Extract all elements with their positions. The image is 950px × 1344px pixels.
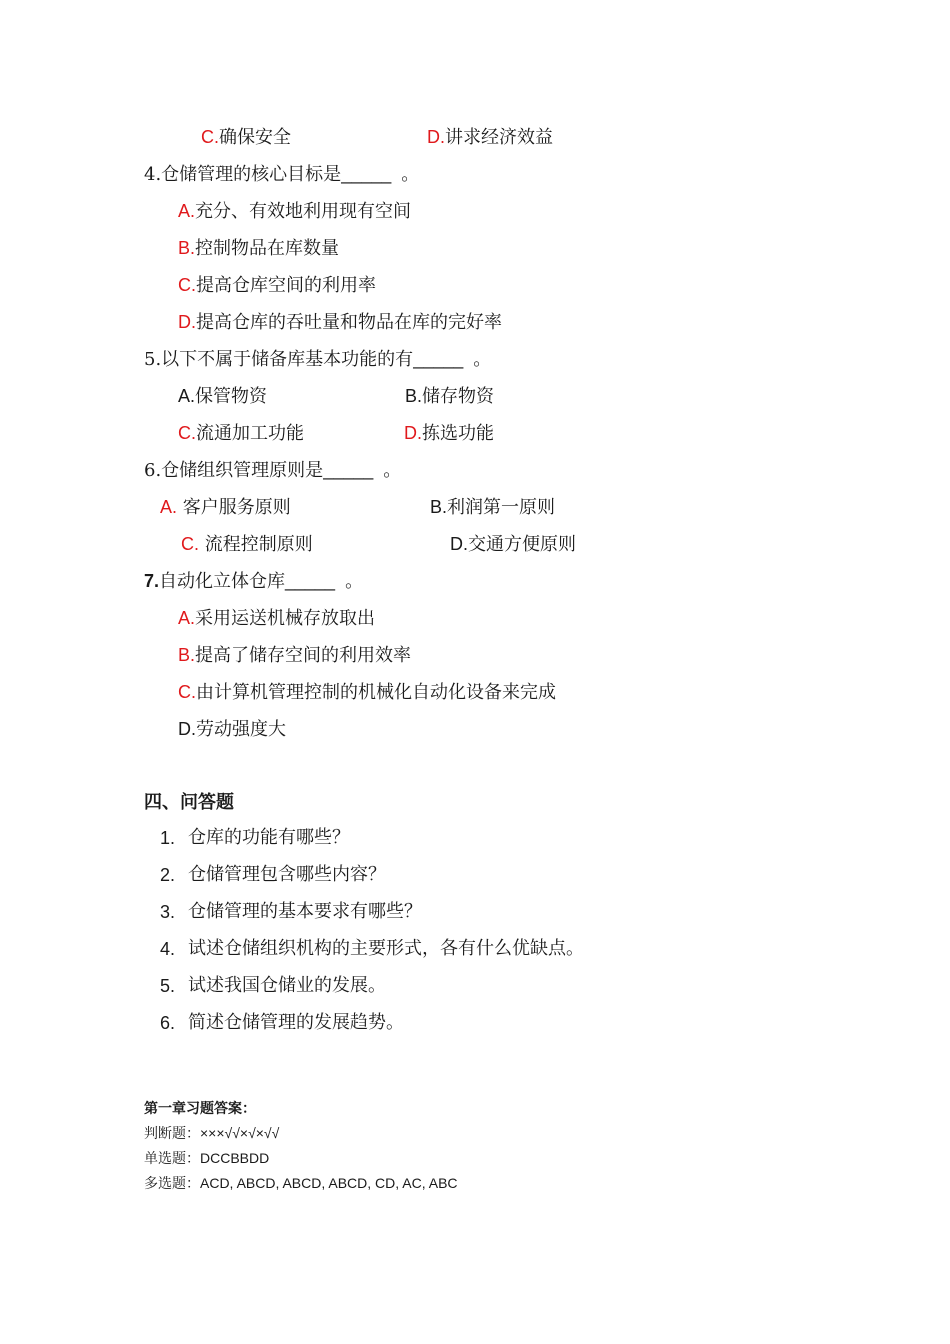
q3-option-d bbox=[427, 125, 553, 150]
q6-option-a-text: 客户服务原则 bbox=[177, 497, 291, 518]
q4-option-d bbox=[178, 310, 502, 335]
q4-option-b bbox=[178, 236, 339, 261]
q4-stem-text: 4.仓储管理的核心目标是 bbox=[144, 164, 342, 185]
q6-option-c-text: 流程控制原则 bbox=[199, 534, 313, 555]
q6-end: 。 bbox=[383, 460, 402, 481]
q6-blank: _____ bbox=[323, 460, 374, 480]
q4-option-a-text: 充分、有效地利用现有空间 bbox=[195, 201, 412, 222]
q6-option-b bbox=[430, 495, 555, 520]
q4-option-a bbox=[178, 199, 411, 224]
answers-multi-value: ACD, ABCD, ABCD, ABCD, CD, AC, ABC bbox=[200, 1175, 458, 1191]
answers-single-value: DCCBBDD bbox=[200, 1150, 270, 1166]
q7-option-b-letter: B. bbox=[178, 645, 196, 665]
list-item-number: 6. bbox=[160, 1013, 176, 1033]
q4-end: 。 bbox=[401, 164, 420, 185]
q5-option-c bbox=[178, 421, 304, 446]
q7-option-c-letter: C. bbox=[178, 682, 196, 702]
q4-option-b-letter: B. bbox=[178, 238, 196, 258]
q5-option-a bbox=[178, 384, 267, 409]
q6-option-b-text: 利润第一原则 bbox=[447, 497, 556, 518]
list-item-text: 试述仓储组织机构的主要形式，各有什么优缺点。 bbox=[188, 938, 584, 959]
q6-option-c-letter: C. bbox=[181, 534, 199, 554]
q4-option-c-text: 提高仓库空间的利用率 bbox=[196, 275, 376, 296]
answers-title: 第一章习题答案： bbox=[144, 1101, 256, 1117]
list-item-number: 4. bbox=[160, 939, 176, 959]
q7-stem bbox=[144, 569, 363, 594]
q6-option-b-letter: B. bbox=[430, 497, 448, 517]
q5-stem-text: 5.以下不属于储备库基本功能的有 bbox=[144, 349, 414, 370]
q7-option-c-text: 由计算机管理控制的机械化自动化设备来完成 bbox=[196, 682, 556, 703]
q5-option-c-letter: C. bbox=[178, 423, 196, 443]
q5-option-c-text: 流通加工功能 bbox=[196, 423, 304, 444]
q6-option-c bbox=[181, 532, 313, 557]
list-item-text: 简述仓储管理的发展趋势。 bbox=[188, 1012, 404, 1033]
q7-option-b-text: 提高了储存空间的利用效率 bbox=[195, 645, 412, 666]
q6-stem-text: 6.仓储组织管理原则是 bbox=[144, 460, 324, 481]
q7-option-a bbox=[178, 606, 375, 631]
q5-stem bbox=[144, 347, 491, 372]
answers-multi-label: 多选题： bbox=[144, 1176, 200, 1192]
list-item-text: 试述我国仓储业的发展。 bbox=[188, 975, 386, 996]
q7-option-a-text: 采用运送机械存放取出 bbox=[195, 608, 376, 629]
q3-option-c-text: 确保安全 bbox=[219, 127, 291, 148]
q4-option-c bbox=[178, 273, 376, 298]
answers-judge-label: 判断题： bbox=[144, 1126, 200, 1142]
q6-option-a-letter: A. bbox=[160, 497, 178, 517]
q4-option-b-text: 控制物品在库数量 bbox=[195, 238, 340, 259]
q4-option-c-letter: C. bbox=[178, 275, 196, 295]
q3-option-c bbox=[201, 125, 291, 150]
q7-end: 。 bbox=[345, 571, 364, 592]
q6-option-a bbox=[160, 495, 291, 520]
q6-option-d bbox=[450, 532, 576, 557]
q4-option-d-letter: D. bbox=[178, 312, 196, 332]
q5-option-a-text: 保管物资 bbox=[195, 386, 268, 407]
q7-option-b bbox=[178, 643, 411, 668]
q5-option-b-letter: B. bbox=[405, 386, 423, 406]
answers-judge bbox=[144, 1124, 279, 1143]
q3-option-c-letter: C. bbox=[201, 127, 219, 147]
list-item-number: 2. bbox=[160, 865, 176, 885]
q5-option-d-letter: D. bbox=[404, 423, 422, 443]
q4-option-a-letter: A. bbox=[178, 201, 196, 221]
answers-single-label: 单选题： bbox=[144, 1151, 200, 1167]
q4-option-d-text: 提高仓库的吞吐量和物品在库的完好率 bbox=[196, 312, 502, 333]
list-item-text: 仓储管理包含哪些内容？ bbox=[188, 864, 386, 885]
section-heading: 四、问答题 bbox=[144, 792, 234, 813]
q7-option-c bbox=[178, 680, 556, 705]
list-item-text: 仓库的功能有哪些？ bbox=[188, 827, 350, 848]
list-item-number: 1. bbox=[160, 828, 176, 848]
q5-blank: _____ bbox=[413, 349, 464, 369]
list-item-text: 仓储管理的基本要求有哪些？ bbox=[188, 901, 422, 922]
q7-option-d-text: 劳动强度大 bbox=[196, 719, 286, 740]
q5-end: 。 bbox=[473, 349, 492, 370]
list-item-number: 5. bbox=[160, 976, 176, 996]
q6-option-d-text: 交通方便原则 bbox=[468, 534, 576, 555]
q3-option-d-letter: D. bbox=[427, 127, 445, 147]
q7-stem-text: 自动化立体仓库 bbox=[159, 571, 286, 592]
q4-blank: _____ bbox=[341, 164, 392, 184]
q7-number: 7. bbox=[144, 571, 160, 591]
list-item-number: 3. bbox=[160, 902, 176, 922]
q3-option-d-text: 讲求经济效益 bbox=[445, 127, 553, 148]
q4-stem bbox=[144, 162, 419, 187]
answers-judge-value: ×××√√×√×√√ bbox=[200, 1125, 280, 1141]
q7-option-a-letter: A. bbox=[178, 608, 196, 628]
q7-blank: _____ bbox=[285, 571, 336, 591]
answers-single bbox=[144, 1149, 269, 1168]
q7-option-d-letter: D. bbox=[178, 719, 196, 739]
q7-option-d bbox=[178, 717, 286, 742]
q5-option-d bbox=[404, 421, 494, 446]
q5-option-d-text: 拣选功能 bbox=[422, 423, 494, 444]
q5-option-a-letter: A. bbox=[178, 386, 196, 406]
q6-stem bbox=[144, 458, 401, 483]
q5-option-b-text: 储存物资 bbox=[422, 386, 495, 407]
answers-multi bbox=[144, 1174, 458, 1193]
q6-option-d-letter: D. bbox=[450, 534, 468, 554]
q5-option-b bbox=[405, 384, 494, 409]
